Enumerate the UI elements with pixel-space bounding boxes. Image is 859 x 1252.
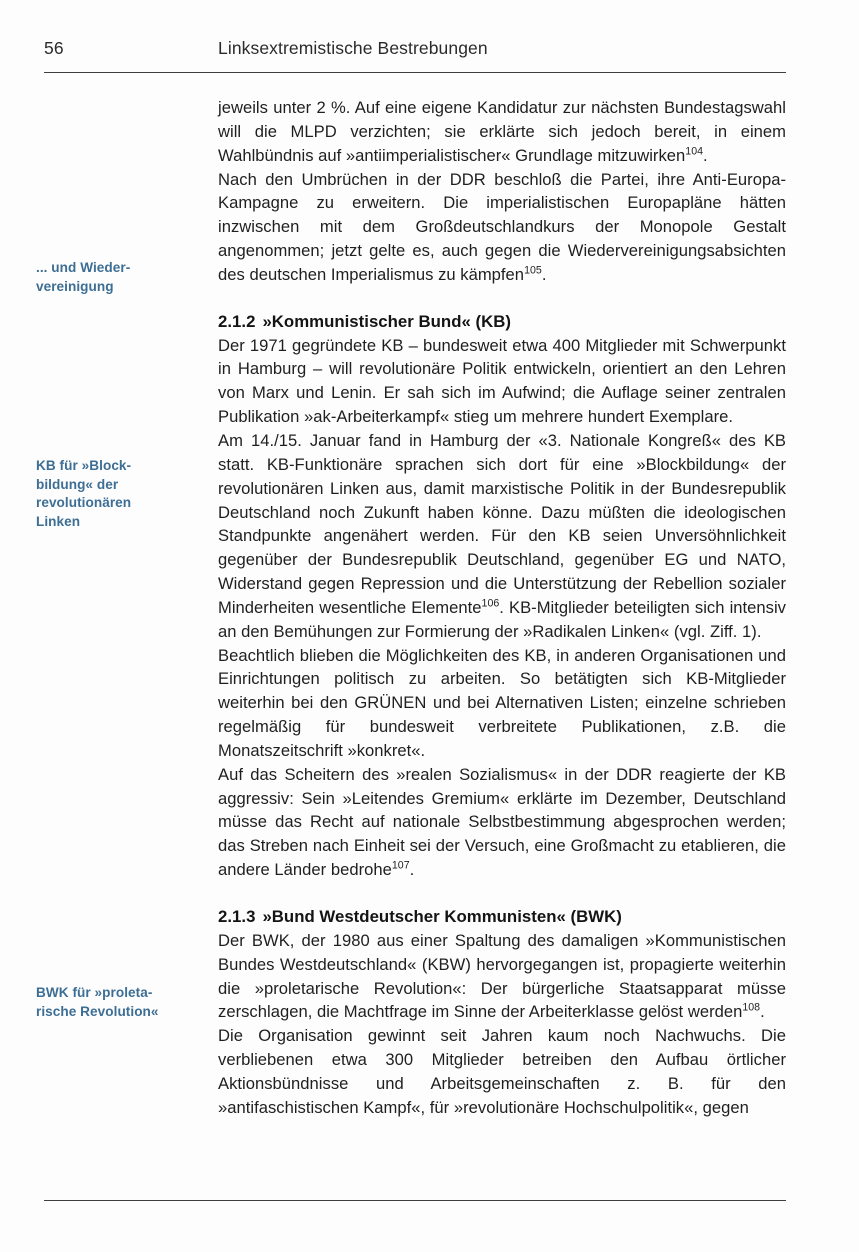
heading-title: »Bund Westdeutscher Kommunisten« (BWK) [262,907,622,926]
paragraph-text: Der BWK, der 1980 aus einer Spaltung des damaligen »Kommunistischen Bundes Westdeutschland« (KBW) hervorgegangen ist, propagierte weiterhin die »proletarische Revolution«: Der bürgerliche Staatsapparat müsse zerschlagen, die Machtfrage im Sinne der Arbeiterklasse gelöst werden [218,930,786,1022]
heading-number: 2.1.3 [218,907,256,926]
margin-note-line: KB für »Block- [36,458,132,473]
heading-2-1-2 [218,310,786,334]
paragraph-kb-kongress [218,429,786,644]
page-number: 56 [44,38,64,58]
footnote-ref-107: 107 [391,859,410,872]
heading-2-1-3 [218,905,786,929]
margin-note-line: bildung« der [36,476,119,492]
paragraph-text: Am 14./15. Januar fand in Hamburg der «3. Nationale Kongreß« des KB statt. KB-Funktionäre sprachen sich dort für eine »Blockbildung« der revolutionären Linken aus, damit marxistische Politik in der Bundesrepublik Deutschland noch Zukunft haben könne. Dazu müßten die ideologischen Standpunkte angenähert werden. Für den KB seien Unversöhnlichkeit gegenüber der Bundesrepublik Deutschland, gegenüber EG und NATO, Widerstand gegen Repression und die Unterstützung der Rebellion sozialer Minderheiten wesentliche Elemente [218,430,786,617]
margin-note-blockbildung [36,457,208,531]
body-text-column [218,96,786,1120]
heading-title: »Kommunistischer Bund« (KB) [262,311,511,331]
running-head-title: Linksextremistische Bestrebungen [218,38,488,58]
paragraph-mlpd-kandidatur [218,96,786,168]
paragraph-bwk-nachwuchs: Die Organisation gewinnt seit Jahren kaum noch Nachwuchs. Die verbliebenen etwa 300 Mitglieder betreiben den Aufbau örtlicher Aktionsbündnisse und Arbeitsgemeinschaften z. B. für den »antifaschistischen Kampf«, für »revolutionäre Hochschulpolitik«, gegen [218,1026,786,1117]
paragraph-tail: . [703,145,708,165]
footnote-ref-105: 105 [524,264,542,277]
margin-note-proletarische-revolution [36,984,208,1021]
paragraph-kb-gruendung: Der 1971 gegründete KB – bundesweit etwa 400 Mitglieder mit Schwerpunkt in Hamburg – will revolutionäre Politik entwickeln, orientiert an den Lehren von Marx und Lenin. Er sah sich im Aufwind; die Auflage seiner zentralen Publikation »ak-Arbeiterkampf« stieg um mehrere hundert Exemplare. [218,335,786,427]
paragraph-kb-realsozialismus [218,763,786,882]
heading-number: 2.1.2 [218,311,256,331]
paragraph-text: Nach den Umbrüchen in der DDR beschloß die Partei, ihre Anti-Europa-Kampagne zu erweitern. Die imperialistischen Europapläne hätten inzwischen mit dem Großdeutschlandkurs der Monopole Gestalt angenommen; jetzt gelte es, auch gegen die Wiedervereinigungsabsichten des deutschen Imperialismus zu kämpfen [218,169,786,284]
paragraph-tail: . KB-Mitglieder beteiligten sich intensiv an den Bemühungen zur Formierung der »Radikalen Linken« (vgl. Ziff. 1). [218,597,786,641]
paragraph-text: jeweils unter 2 %. Auf eine eigene Kandidatur zur nächsten Bundestagswahl will die MLPD verzichten; sie erklärte sich jedoch bereit, in einem Wahlbündnis auf »antiimperialistischer« Grundlage mitzuwirken [218,98,786,165]
margin-note-wiedervereinigung [36,259,208,296]
paragraph-tail: . [409,860,415,880]
running-head [44,38,786,64]
header-rule [44,72,786,73]
margin-note-line: Linken [36,513,81,529]
footnote-ref-104: 104 [685,145,704,158]
paragraph-bwk-spaltung [218,929,786,1024]
margin-note-line: revolutionären [36,495,132,511]
footnote-ref-108: 108 [742,1001,761,1014]
margin-note-line: rische Revolution« [36,1003,159,1019]
margin-note-line: BWK für »proleta- [36,985,153,1000]
margin-note-line: vereinigung [36,278,114,294]
paragraph-anti-europa-kampagne [218,168,786,287]
margin-note-line: ... und Wieder- [36,260,131,275]
footer-rule [44,1200,786,1201]
paragraph-tail: . [760,1002,765,1022]
paragraph-kb-organisationen: Beachtlich blieben die Möglichkeiten des KB, in anderen Organisationen und Einrichtungen politisch zu arbeiten. So betätigten sich KB-Mitglieder weiterhin bei den GRÜNEN und bei Alternativen Listen; einzelne schrieben regelmäßig für bundesweit verbreitete Publikationen, z.B. die Monatszeitschrift »konkret«. [218,645,786,760]
section-spacer [218,287,786,310]
section-spacer [218,882,786,905]
paragraph-tail: . [541,264,547,284]
footnote-ref-106: 106 [481,597,500,610]
paragraph-text: Auf das Scheitern des »realen Sozialismus« in der DDR reagierte der KB aggressiv: Sein »Leitendes Gremium« erklärte im Dezember, Deutschland müsse das Recht auf nationale Selbstbestimmung abgesprochen werden; das Streben nach Einheit sei der Versuch, eine Großmacht zu etablieren, die andere Länder bedrohe [218,764,786,880]
